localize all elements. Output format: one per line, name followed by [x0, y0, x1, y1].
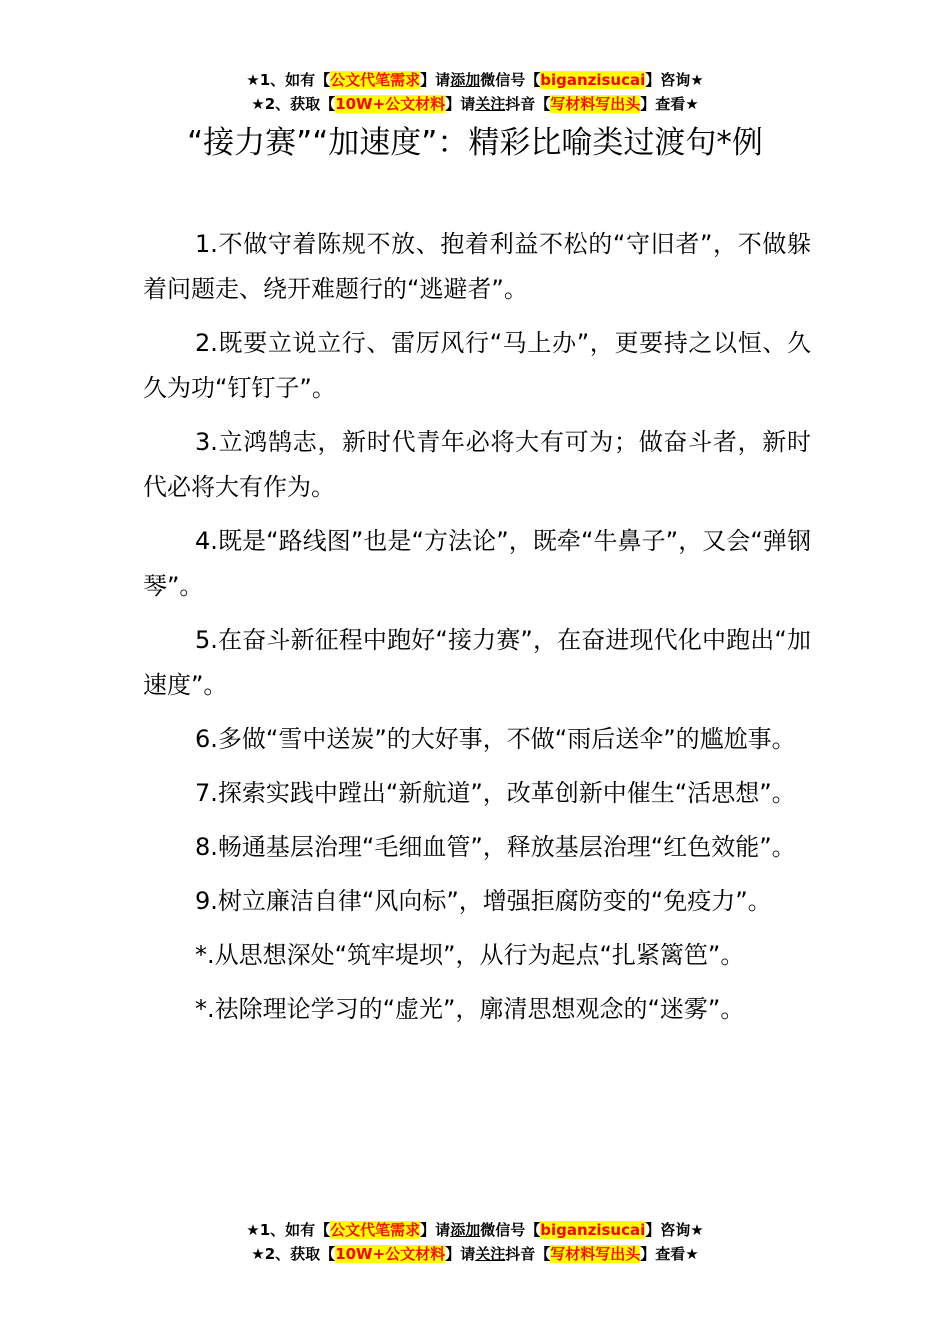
- paragraph: 6.多做“雪中送炭”的大好事，不做“雨后送伞”的尴尬事。: [195, 725, 796, 753]
- document-body: [143, 222, 811, 1041]
- banner-highlight: 公文代笔需求: [330, 71, 421, 89]
- banner-text: 】请: [420, 71, 451, 89]
- banner-text: ★1、如有【: [246, 1221, 331, 1239]
- paragraph: 1.不做守着陈规不放、抱着利益不松的“守旧者”，不做躲着问题走、绕开难题行的“逃避者”。: [143, 230, 811, 303]
- banner-text: ★1、如有【: [246, 71, 331, 89]
- banner-underline: 关注: [475, 1245, 506, 1263]
- banner-text: 微信号【: [480, 71, 541, 89]
- banner-text: 】咨询★: [645, 1221, 704, 1239]
- banner-text: 抖音【: [505, 1245, 551, 1263]
- banner-text: 】查看★: [640, 95, 699, 113]
- banner-highlight: 写材料写出头: [550, 95, 641, 113]
- paragraph: 5.在奋斗新征程中跑好“接力赛”，在奋进现代化中跑出“加速度”。: [143, 626, 811, 699]
- paragraph: 7.探索实践中蹚出“新航道”，改革创新中催生“活思想”。: [195, 779, 796, 807]
- paragraph: 4.既是“路线图”也是“方法论”，既牵“牛鼻子”，又会“弹钢琴”。: [143, 527, 811, 600]
- paragraph: 8.畅通基层治理“毛细血管”，释放基层治理“红色效能”。: [195, 833, 796, 861]
- paragraph: *.祛除理论学习的“虚光”，廓清思想观念的“迷雾”。: [195, 995, 745, 1023]
- banner-highlight: 10W+公文材料: [335, 95, 446, 113]
- banner-highlight: biganzisucai: [540, 71, 646, 89]
- header-banner: [0, 68, 950, 116]
- page-title: “接力赛”“加速度”：精彩比喻类过渡句*例: [187, 125, 763, 161]
- banner-highlight: 写材料写出头: [550, 1245, 641, 1263]
- footer-banner: [0, 1218, 950, 1266]
- banner-text: 】查看★: [640, 1245, 699, 1263]
- banner-text: 】请: [445, 1245, 476, 1263]
- banner-text: 】请: [445, 95, 476, 113]
- banner-line-2: [0, 1242, 950, 1266]
- banner-text: 】咨询★: [645, 71, 704, 89]
- banner-line-1: [0, 1218, 950, 1242]
- banner-highlight: biganzisucai: [540, 1221, 646, 1239]
- banner-highlight: 公文代笔需求: [330, 1221, 421, 1239]
- banner-text: 抖音【: [505, 95, 551, 113]
- banner-line-2: [0, 92, 950, 116]
- paragraph: 9.树立廉洁自律“风向标”，增强拒腐防变的“免疫力”。: [195, 887, 772, 915]
- banner-text: ★2、获取【: [251, 1245, 336, 1263]
- banner-text: ★2、获取【: [251, 95, 336, 113]
- banner-highlight: 10W+公文材料: [335, 1245, 446, 1263]
- banner-underline: 添加: [450, 1221, 481, 1239]
- paragraph: 3.立鸿鹄志，新时代青年必将大有可为；做奋斗者，新时代必将大有作为。: [143, 428, 811, 501]
- paragraph: *.从思想深处“筑牢堤坝”，从行为起点“扎紧篱笆”。: [195, 941, 745, 969]
- paragraph: 2.既要立说立行、雷厉风行“马上办”，更要持之以恒、久久为功“钉钉子”。: [143, 329, 811, 402]
- banner-underline: 关注: [475, 95, 506, 113]
- banner-line-1: [0, 68, 950, 92]
- banner-underline: 添加: [450, 71, 481, 89]
- banner-text: 微信号【: [480, 1221, 541, 1239]
- banner-text: 】请: [420, 1221, 451, 1239]
